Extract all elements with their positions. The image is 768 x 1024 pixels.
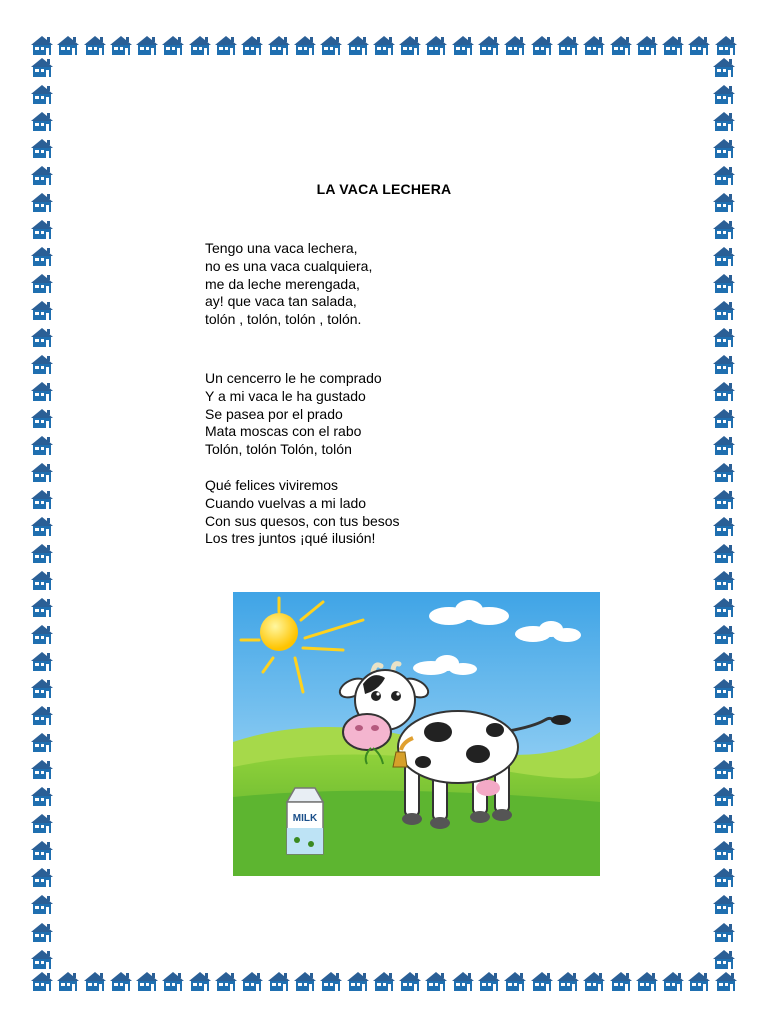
house-icon xyxy=(687,34,711,56)
house-icon xyxy=(712,218,736,240)
poem-title: LA VACA LECHERA xyxy=(316,181,452,197)
house-icon xyxy=(635,970,659,992)
house-icon xyxy=(712,893,736,915)
house-icon xyxy=(109,34,133,56)
house-icon xyxy=(530,34,554,56)
house-icon xyxy=(712,83,736,105)
house-icon xyxy=(712,353,736,375)
house-icon xyxy=(83,970,107,992)
house-icon xyxy=(714,970,738,992)
house-icon xyxy=(714,34,738,56)
house-icon xyxy=(30,461,54,483)
house-icon xyxy=(398,34,422,56)
house-icon xyxy=(30,596,54,618)
poem-line: Tengo una vaca lechera, xyxy=(205,240,358,256)
house-icon xyxy=(135,970,159,992)
house-icon xyxy=(451,970,475,992)
house-icon xyxy=(712,56,736,78)
house-icon xyxy=(661,34,685,56)
poem-line: no es una vaca cualquiera, xyxy=(205,257,373,274)
house-icon xyxy=(712,596,736,618)
house-icon xyxy=(30,921,54,943)
house-icon xyxy=(398,970,422,992)
poem-line: me da leche merengada, xyxy=(205,275,360,292)
house-icon xyxy=(30,353,54,375)
house-icon xyxy=(712,866,736,888)
house-icon xyxy=(582,34,606,56)
house-icon xyxy=(188,970,212,992)
house-icon xyxy=(424,970,448,992)
house-icon xyxy=(267,970,291,992)
border-bottom xyxy=(30,970,738,996)
poem-line: Qué felices viviremos xyxy=(205,477,339,493)
house-icon xyxy=(530,970,554,992)
house-icon xyxy=(712,921,736,943)
house-icon xyxy=(609,34,633,56)
house-icon xyxy=(30,839,54,861)
poem-line: Se pasea por el prado xyxy=(205,405,343,422)
house-icon xyxy=(319,970,343,992)
milk-carton-label: MILK xyxy=(292,813,318,824)
house-icon xyxy=(30,434,54,456)
house-icon xyxy=(30,677,54,699)
house-icon xyxy=(30,623,54,645)
house-icon xyxy=(503,34,527,56)
house-icon xyxy=(712,407,736,429)
house-icon xyxy=(687,970,711,992)
house-icon xyxy=(30,34,54,56)
house-icon xyxy=(712,299,736,321)
house-icon xyxy=(240,34,264,56)
stanza-2 xyxy=(205,370,382,459)
house-icon xyxy=(582,970,606,992)
house-icon xyxy=(712,488,736,510)
house-icon xyxy=(609,970,633,992)
stanza-3 xyxy=(205,477,400,548)
house-icon xyxy=(712,245,736,267)
house-icon xyxy=(712,272,736,294)
house-icon xyxy=(635,34,659,56)
house-icon xyxy=(712,137,736,159)
house-icon xyxy=(83,34,107,56)
poem-line: Los tres juntos ¡qué ilusión! xyxy=(205,530,376,547)
house-icon xyxy=(712,704,736,726)
house-icon xyxy=(319,34,343,56)
house-icon xyxy=(30,326,54,348)
house-icon xyxy=(30,515,54,537)
house-icon xyxy=(712,812,736,834)
house-icon xyxy=(30,812,54,834)
house-icon xyxy=(30,83,54,105)
house-icon xyxy=(109,970,133,992)
house-icon xyxy=(30,785,54,807)
milk-carton-icon xyxy=(287,788,323,854)
house-icon xyxy=(712,677,736,699)
house-icon xyxy=(556,970,580,992)
house-icon xyxy=(556,34,580,56)
house-icon xyxy=(712,623,736,645)
house-icon xyxy=(30,56,54,78)
house-icon xyxy=(30,970,54,992)
poem-line: Y a mi vaca le ha gustado xyxy=(205,387,366,404)
stanza-1 xyxy=(205,240,372,329)
house-icon xyxy=(30,245,54,267)
house-icon xyxy=(372,34,396,56)
poem-line: Tolón, tolón Tolón, tolón xyxy=(205,441,352,458)
house-icon xyxy=(346,34,370,56)
house-icon xyxy=(30,380,54,402)
house-icon xyxy=(30,704,54,726)
poem-line: Mata moscas con el rabo xyxy=(205,423,362,440)
house-icon xyxy=(30,542,54,564)
house-icon xyxy=(30,110,54,132)
house-icon xyxy=(372,970,396,992)
house-icon xyxy=(30,218,54,240)
house-icon xyxy=(712,650,736,672)
house-icon xyxy=(477,970,501,992)
house-icon xyxy=(712,542,736,564)
house-icon xyxy=(712,948,736,970)
house-icon xyxy=(240,970,264,992)
house-icon xyxy=(30,488,54,510)
house-icon xyxy=(712,731,736,753)
house-icon xyxy=(56,970,80,992)
house-icon xyxy=(712,569,736,591)
house-icon xyxy=(30,866,54,888)
house-icon xyxy=(712,434,736,456)
border-top xyxy=(30,34,738,60)
house-icon xyxy=(56,34,80,56)
house-icon xyxy=(161,970,185,992)
house-icon xyxy=(503,970,527,992)
house-icon xyxy=(214,34,238,56)
house-icon xyxy=(135,34,159,56)
house-icon xyxy=(712,758,736,780)
house-icon xyxy=(293,970,317,992)
house-icon xyxy=(188,34,212,56)
house-icon xyxy=(30,731,54,753)
house-icon xyxy=(346,970,370,992)
poem-line: ay! que vaca tan salada, xyxy=(205,293,357,310)
house-icon xyxy=(477,34,501,56)
house-icon xyxy=(214,970,238,992)
house-icon xyxy=(30,758,54,780)
poem-line: Cuando vuelvas a mi lado xyxy=(205,494,367,511)
house-icon xyxy=(30,948,54,970)
house-icon xyxy=(712,326,736,348)
house-icon xyxy=(30,299,54,321)
house-icon xyxy=(293,34,317,56)
house-icon xyxy=(661,970,685,992)
house-icon xyxy=(712,839,736,861)
house-icon xyxy=(712,380,736,402)
cow-illustration xyxy=(233,592,600,876)
house-icon xyxy=(161,34,185,56)
house-icon xyxy=(712,785,736,807)
poem-line: Un cencerro le he comprado xyxy=(205,370,382,386)
house-icon xyxy=(30,272,54,294)
house-icon xyxy=(30,407,54,429)
house-icon xyxy=(712,110,736,132)
poem-line: Con sus quesos, con tus besos xyxy=(205,512,400,529)
house-icon xyxy=(451,34,475,56)
house-icon xyxy=(30,893,54,915)
house-icon xyxy=(267,34,291,56)
house-icon xyxy=(30,137,54,159)
house-icon xyxy=(30,650,54,672)
house-icon xyxy=(424,34,448,56)
house-icon xyxy=(30,569,54,591)
house-icon xyxy=(712,461,736,483)
poem-line: tolón , tolón, tolón , tolón. xyxy=(205,311,362,328)
house-icon xyxy=(712,515,736,537)
